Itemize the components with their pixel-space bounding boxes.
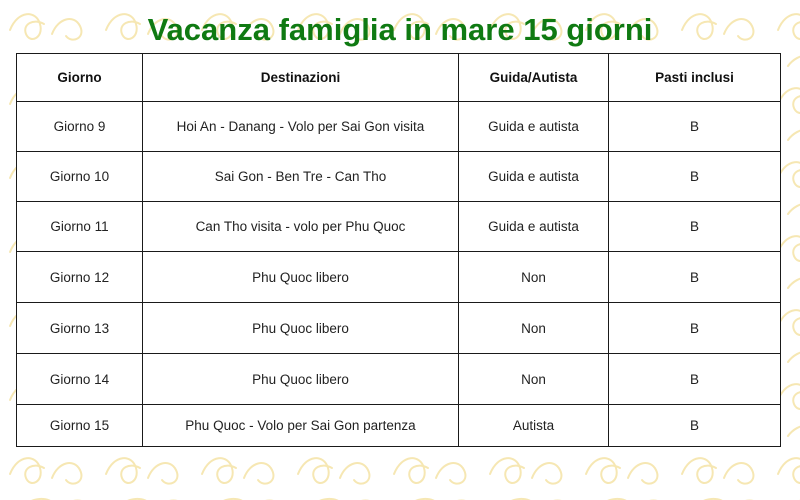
table-row xyxy=(17,354,781,405)
cell-day: Giorno 15 xyxy=(17,405,143,447)
table-row xyxy=(17,303,781,354)
table-row xyxy=(17,152,781,202)
cell-destinations: Can Tho visita - volo per Phu Quoc xyxy=(143,202,459,252)
cell-meals: B xyxy=(609,354,781,405)
cell-destinations: Hoi An - Danang - Volo per Sai Gon visita xyxy=(143,102,459,152)
header-day: Giorno xyxy=(17,54,143,102)
cell-guide: Guida e autista xyxy=(459,202,609,252)
cell-guide: Non xyxy=(459,252,609,303)
cell-guide: Guida e autista xyxy=(459,152,609,202)
cell-meals: B xyxy=(609,405,781,447)
cell-meals: B xyxy=(609,252,781,303)
cell-destinations: Sai Gon - Ben Tre - Can Tho xyxy=(143,152,459,202)
cell-day: Giorno 12 xyxy=(17,252,143,303)
cell-destinations: Phu Quoc libero xyxy=(143,354,459,405)
cell-guide: Non xyxy=(459,303,609,354)
page-title: Vacanza famiglia in mare 15 giorni xyxy=(147,12,653,47)
cell-destinations: Phu Quoc - Volo per Sai Gon partenza xyxy=(143,405,459,447)
cell-meals: B xyxy=(609,102,781,152)
itinerary-table xyxy=(16,53,781,447)
table-row xyxy=(17,252,781,303)
cell-destinations: Phu Quoc libero xyxy=(143,252,459,303)
cell-destinations: Phu Quoc libero xyxy=(143,303,459,354)
table-row xyxy=(17,405,781,447)
cell-guide: Guida e autista xyxy=(459,102,609,152)
cell-meals: B xyxy=(609,303,781,354)
header-meals: Pasti inclusi xyxy=(609,54,781,102)
cell-day: Giorno 10 xyxy=(17,152,143,202)
cell-meals: B xyxy=(609,202,781,252)
cell-day: Giorno 11 xyxy=(17,202,143,252)
cell-meals: B xyxy=(609,152,781,202)
header-destinations: Destinazioni xyxy=(143,54,459,102)
cell-day: Giorno 13 xyxy=(17,303,143,354)
cell-guide: Non xyxy=(459,354,609,405)
cell-guide: Autista xyxy=(459,405,609,447)
table-row xyxy=(17,102,781,152)
cell-day: Giorno 9 xyxy=(17,102,143,152)
table-row xyxy=(17,202,781,252)
cell-day: Giorno 14 xyxy=(17,354,143,405)
header-row xyxy=(17,54,781,102)
header-guide: Guida/Autista xyxy=(459,54,609,102)
